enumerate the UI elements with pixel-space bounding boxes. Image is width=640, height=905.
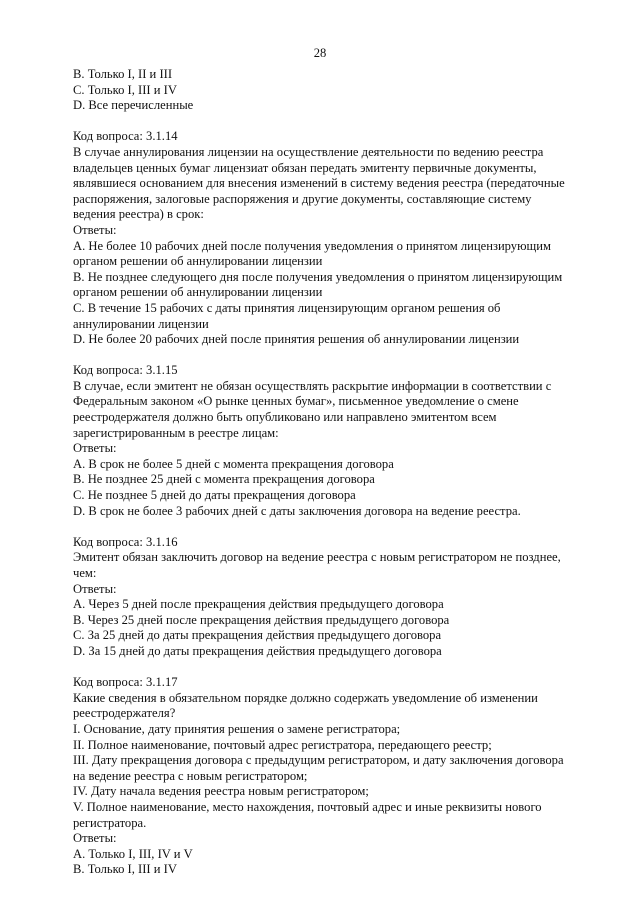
answer-option: B. Не позднее следующего дня после получения уведомления о принятом лицензирующим: [73, 269, 563, 284]
question-text-line: В случае аннулирования лицензии на осуществление деятельности по ведению реестра: [73, 144, 544, 159]
answers-label: Ответы:: [73, 831, 117, 846]
question-text-line: V. Полное наименование, место нахождения, почтовый адрес и иные реквизиты нового: [73, 799, 542, 814]
question-3-1-14: [73, 129, 583, 347]
question-text-line: Федеральным законом «О рынке ценных бумаг», письменное уведомление о смене: [73, 394, 519, 409]
answers-label: Ответы:: [73, 581, 117, 596]
answer-option: C. Не позднее 5 дней до даты прекращения договора: [73, 488, 356, 503]
question-3-1-17: [73, 675, 583, 878]
question-code: Код вопроса: 3.1.16: [73, 534, 178, 549]
question-text-line: реестродержателя должно быть опубликовано или направлено эмитентом всем: [73, 410, 497, 425]
question-text-line: Какие сведения в обязательном порядке должно содержать уведомление об изменении: [73, 690, 538, 705]
question-3-1-15: [73, 363, 583, 519]
question-text-line: IV. Дату начала ведения реестра новым регистратором;: [73, 784, 369, 799]
question-text-line: II. Полное наименование, почтовый адрес регистратора, передающего реестр;: [73, 737, 492, 752]
answer-option: D. Все перечисленные: [73, 98, 194, 113]
spacer: [73, 348, 583, 364]
answers-label: Ответы:: [73, 441, 117, 456]
answer-option: органом решении об аннулировании лицензии: [73, 285, 323, 300]
answer-option: A. Через 5 дней после прекращения действия предыдущего договора: [73, 597, 444, 612]
question-text-line: В случае, если эмитент не обязан осуществлять раскрытие информации в соответствии с: [73, 378, 552, 393]
document-body: [73, 67, 583, 878]
answer-option: B. Только I, III и IV: [73, 862, 177, 877]
spacer: [73, 660, 583, 676]
answer-option: A. Не более 10 рабочих дней после получения уведомления о принятом лицензирующим: [73, 238, 551, 253]
answer-option: B. Не позднее 25 дней с момента прекращения договора: [73, 472, 375, 487]
answer-option: B. Только I, II и III: [73, 67, 173, 81]
question-text-line: чем:: [73, 566, 97, 580]
page-number: 28: [313, 46, 327, 60]
question-text-line: регистратора.: [73, 815, 147, 830]
question-text-line: Эмитент обязан заключить договор на ведение реестра с новым регистратором не позднее,: [73, 550, 561, 565]
spacer: [73, 519, 583, 535]
question-text-line: I. Основание, дату принятия решения о замене регистратора;: [73, 721, 401, 736]
answer-option: D. Не более 20 рабочих дней после принятия решения об аннулировании лицензии: [73, 332, 520, 347]
question-text-line: являвшиеся основанием для внесения изменений в систему ведения реестра (передаточные: [73, 176, 565, 191]
question-code: Код вопроса: 3.1.15: [73, 363, 178, 378]
answer-option: органом решении об аннулировании лицензии: [73, 254, 323, 269]
answer-option: аннулировании лицензии: [73, 316, 209, 331]
answers-label: Ответы:: [73, 222, 117, 237]
question-text-line: распоряжения, залоговые распоряжения и другие документы, составляющие систему: [73, 191, 532, 206]
question-3-1-16: [73, 535, 583, 660]
spacer: [73, 114, 583, 130]
question-text-line: реестродержателя?: [73, 706, 176, 721]
question-code: Код вопроса: 3.1.14: [73, 129, 178, 144]
answer-option: C. За 25 дней до даты прекращения действия предыдущего договора: [73, 628, 442, 643]
answer-option: D. В срок не более 3 рабочих дней с даты заключения договора на ведение реестра.: [73, 503, 521, 518]
question-text-line: ведения реестра) в срок:: [73, 207, 204, 222]
answer-option: C. Только I, III и IV: [73, 82, 177, 97]
answer-option: C. В течение 15 рабочих с даты принятия лицензирующим органом решения об: [73, 300, 501, 315]
question-text-line: владельцев ценных бумаг лицензиат обязан передать эмитенту первичные документы,: [73, 160, 537, 175]
answer-option: A. Только I, III, IV и V: [73, 846, 193, 861]
question-text-line: III. Дату прекращения договора с предыдущим регистратором, и дату заключения договора: [73, 753, 564, 768]
question-text-line: зарегистрированным в реестре лицам:: [73, 425, 279, 440]
answer-option: A. В срок не более 5 дней с момента прекращения договора: [73, 456, 394, 471]
question-code: Код вопроса: 3.1.17: [73, 675, 178, 690]
answer-option: B. Через 25 дней после прекращения действия предыдущего договора: [73, 612, 450, 627]
answer-option: D. За 15 дней до даты прекращения действия предыдущего договора: [73, 643, 442, 658]
question-text-line: на ведение реестра с новым регистратором;: [73, 768, 308, 783]
previous-answers: [73, 67, 583, 114]
